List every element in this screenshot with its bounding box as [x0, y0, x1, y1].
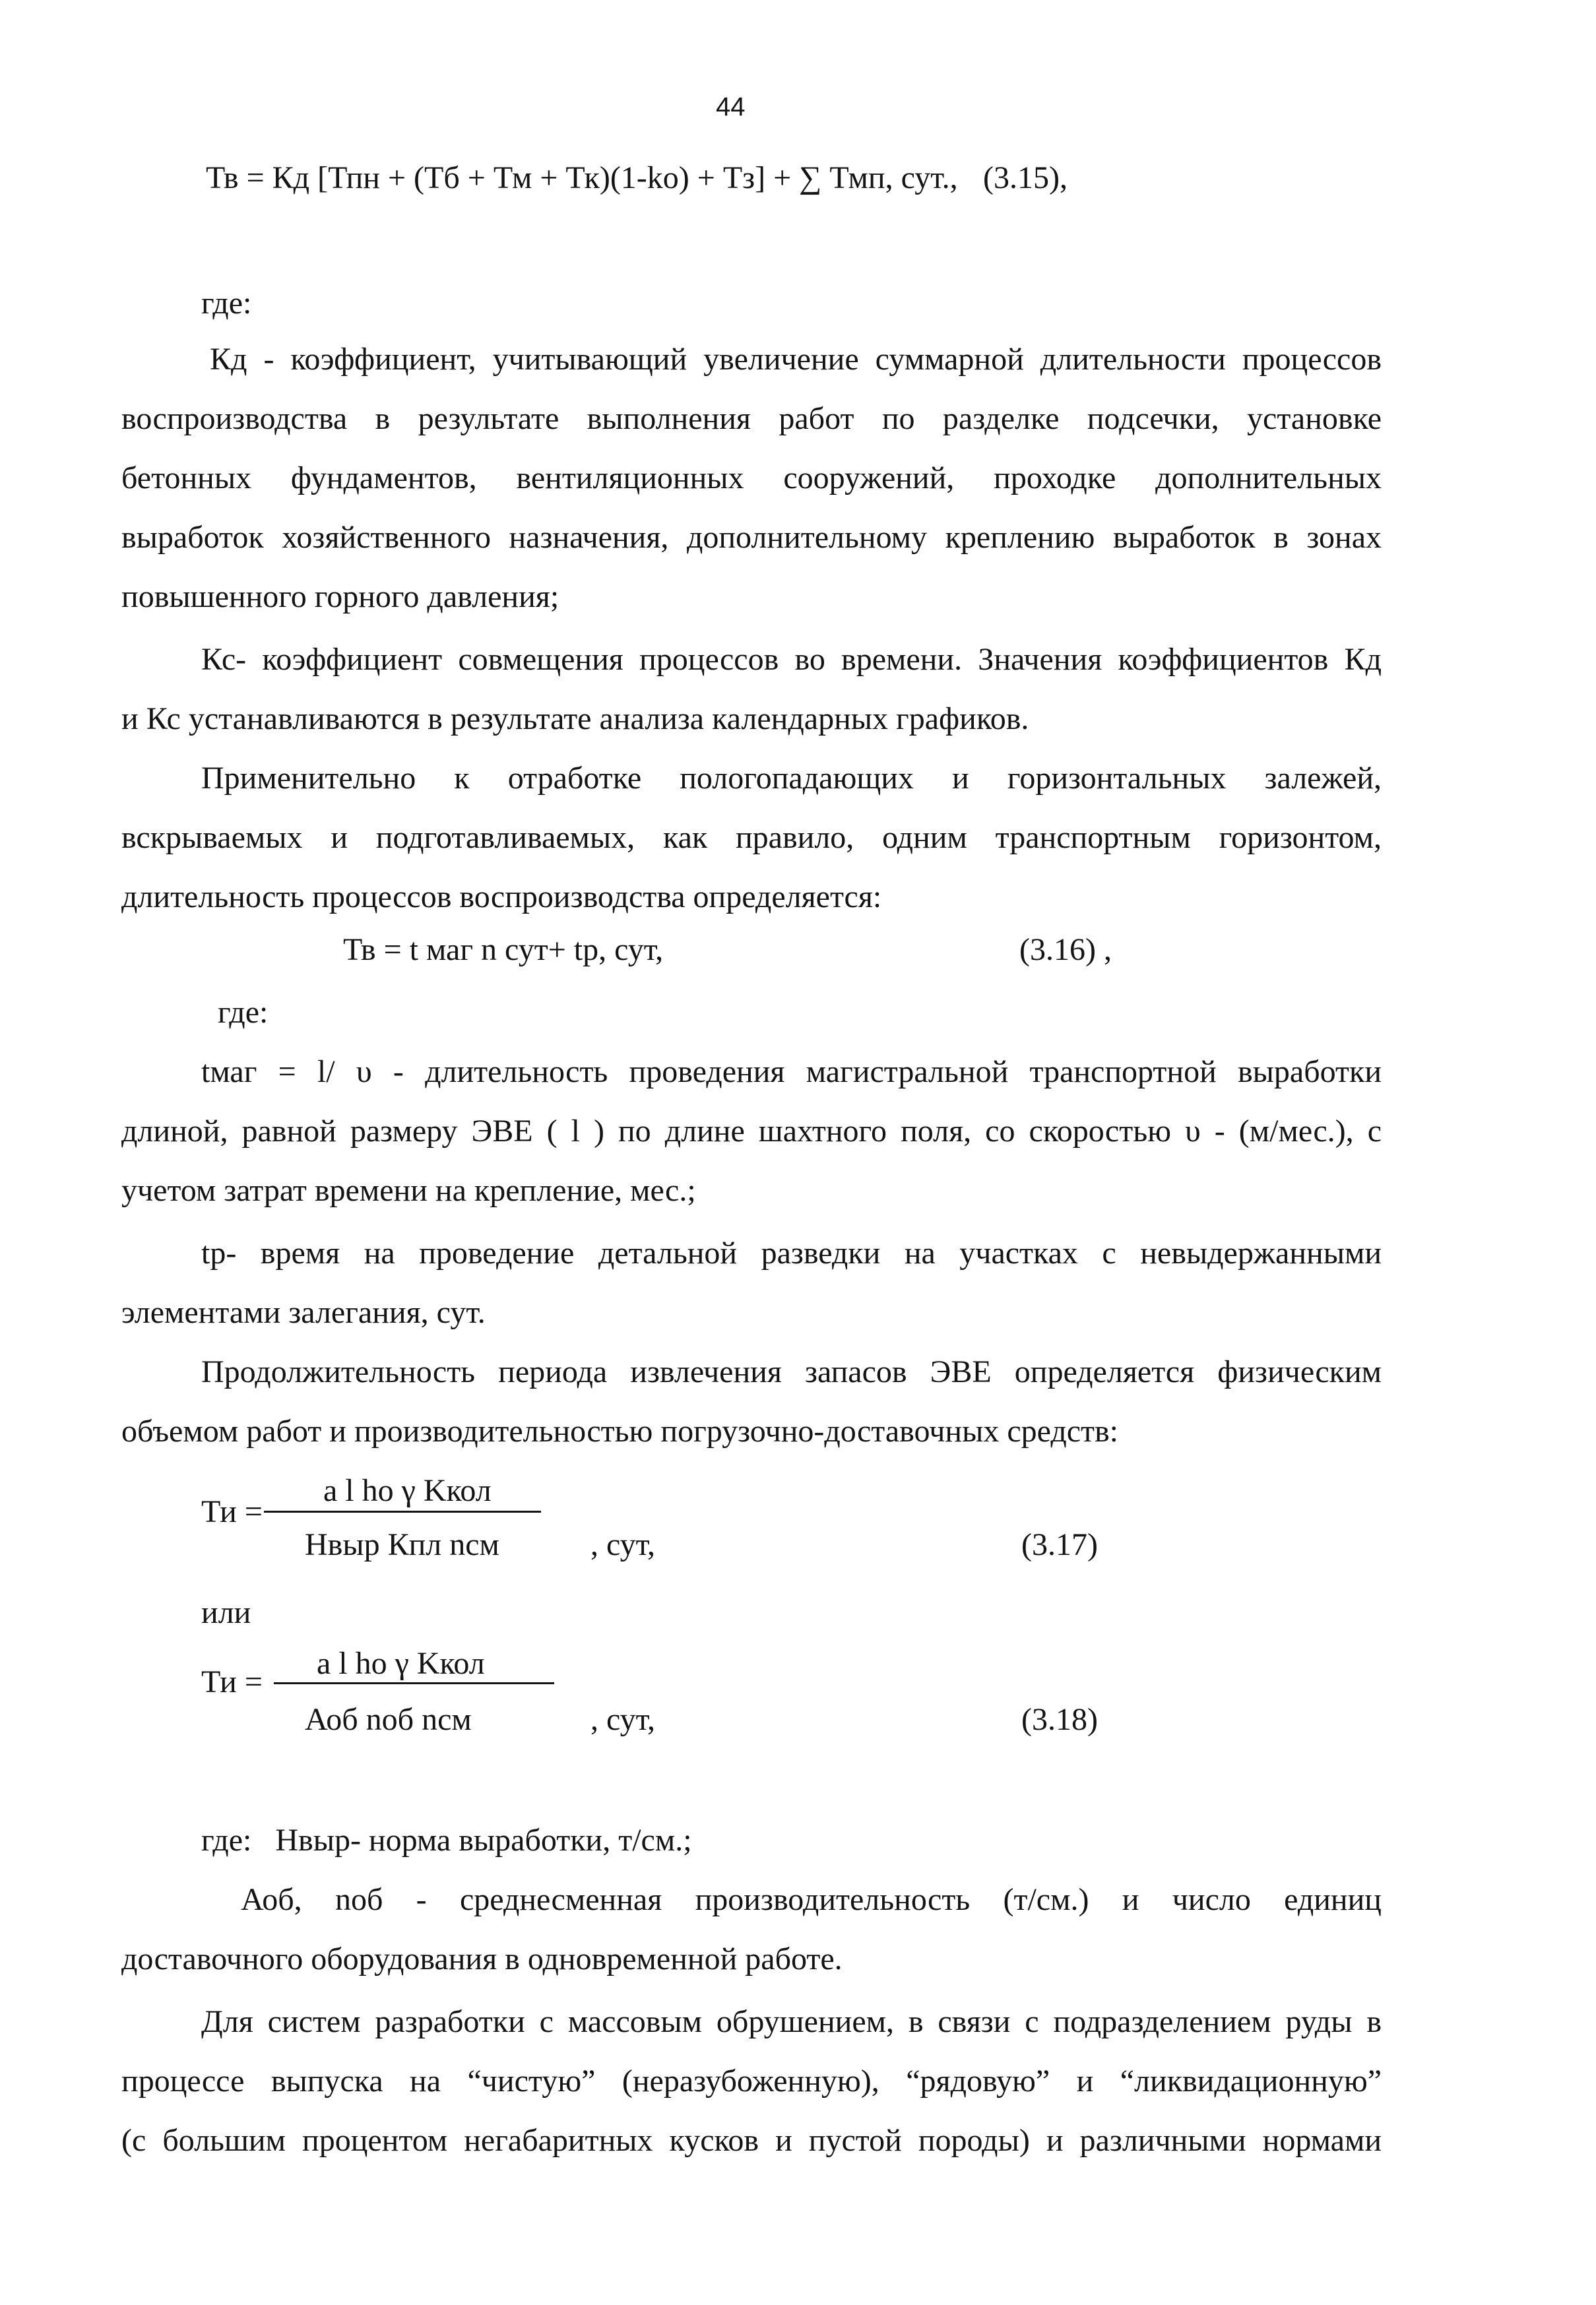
- or-label: или: [201, 1595, 251, 1630]
- paragraph-systems-line: Для систем разработки с массовым обрушением, в связи с подразделением руды в: [201, 2004, 1382, 2039]
- paragraph-kd-line: повышенного горного давления;: [121, 579, 559, 614]
- page-number: 44: [716, 92, 746, 121]
- equation-3-17-unit: , сут,: [591, 1527, 656, 1562]
- paragraph-kd-line: бетонных фундаментов, вентиляционных сооружений, проходке дополнительных: [121, 460, 1382, 495]
- paragraph-aob-line: доставочного оборудования в одновременной работе.: [121, 1942, 843, 1976]
- paragraph-tmag-line: tмаг = l/ υ - длительность проведения магистральной транспортной выработки: [201, 1054, 1382, 1089]
- paragraph-tr-line: tр- время на проведение детальной разведки на участках с невыдержанными: [201, 1236, 1382, 1271]
- equation-3-15: Тв = Кд [Тпн + (Тб + Тм + Тк)(1-kо) + Тз] + ∑ Тмп, сут.,: [206, 160, 958, 195]
- paragraph-aob-line: Аоб, nоб - среднесменная производительность (т/см.) и число единиц: [241, 1882, 1382, 1917]
- equation-3-18-number: (3.18): [1021, 1702, 1098, 1737]
- equation-3-16: Тв = t маг n сут+ tр, сут,: [343, 932, 664, 967]
- paragraph-kd-line: Кд - коэффициент, учитывающий увеличение суммарной длительности процессов: [210, 342, 1382, 377]
- equation-3-18-numerator: a l ho γ Kкол: [317, 1646, 485, 1681]
- paragraph-tmag-line: учетом затрат времени на крепление, мес.;: [121, 1173, 696, 1208]
- equation-3-17-numerator: a l ho γ Kкол: [323, 1473, 492, 1508]
- equation-3-18-unit: , сут,: [591, 1702, 656, 1737]
- paragraph-duration-line: объемом работ и производительностью погрузочно-доставочных средств:: [121, 1414, 1119, 1449]
- equation-3-17-lhs: Ти =: [201, 1494, 263, 1529]
- paragraph-kd-line: воспроизводства в результате выполнения работ по разделке подсечки, установке: [121, 401, 1382, 436]
- where-label: где:: [218, 995, 269, 1030]
- paragraph-systems-line: процессе выпуска на “чистую” (неразубоженную), “рядовую” и “ликвидационную”: [121, 2064, 1382, 2099]
- paragraph-applied-line: длительность процессов воспроизводства определяется:: [121, 879, 882, 914]
- equation-3-17-number: (3.17): [1021, 1527, 1098, 1562]
- paragraph-systems-line: (с большим процентом негабаритных кусков и пустой породы) и различными нормами: [121, 2123, 1382, 2158]
- paragraph-tmag-line: длиной, равной размеру ЭВЕ ( l ) по длине шахтного поля, со скоростью υ - (м/мес.), с: [121, 1114, 1382, 1149]
- paragraph-applied-line: Применительно к отработке пологопадающих и горизонтальных залежей,: [201, 761, 1382, 796]
- equation-3-15-number: (3.15),: [983, 160, 1068, 195]
- paragraph-kc-line: и Кс устанавливаются в результате анализа календарных графиков.: [121, 701, 1029, 736]
- equation-3-17-denominator: Нвыр Кпл nсм: [305, 1527, 499, 1562]
- where-nvyr-definition: где: Нвыр- норма выработки, т/см.;: [201, 1823, 692, 1858]
- paragraph-kd-line: выработок хозяйственного назначения, дополнительному креплению выработок в зонах: [121, 520, 1382, 555]
- equation-3-16-number: (3.16) ,: [1019, 932, 1112, 967]
- where-label: где:: [201, 286, 252, 321]
- equation-3-18-lhs: Ти =: [201, 1664, 263, 1699]
- equation-3-18-denominator: Аоб nоб nсм: [305, 1702, 472, 1737]
- paragraph-duration-line: Продолжительность периода извлечения запасов ЭВЕ определяется физическим: [201, 1354, 1382, 1389]
- fraction-bar: [264, 1511, 541, 1513]
- fraction-bar: [274, 1682, 554, 1684]
- paragraph-tr-line: элементами залегания, сут.: [121, 1295, 486, 1330]
- paragraph-kc-line: Кс- коэффициент совмещения процессов во времени. Значения коэффициентов Кд: [201, 642, 1382, 677]
- paragraph-applied-line: вскрываемых и подготавливаемых, как правило, одним транспортным горизонтом,: [121, 820, 1382, 855]
